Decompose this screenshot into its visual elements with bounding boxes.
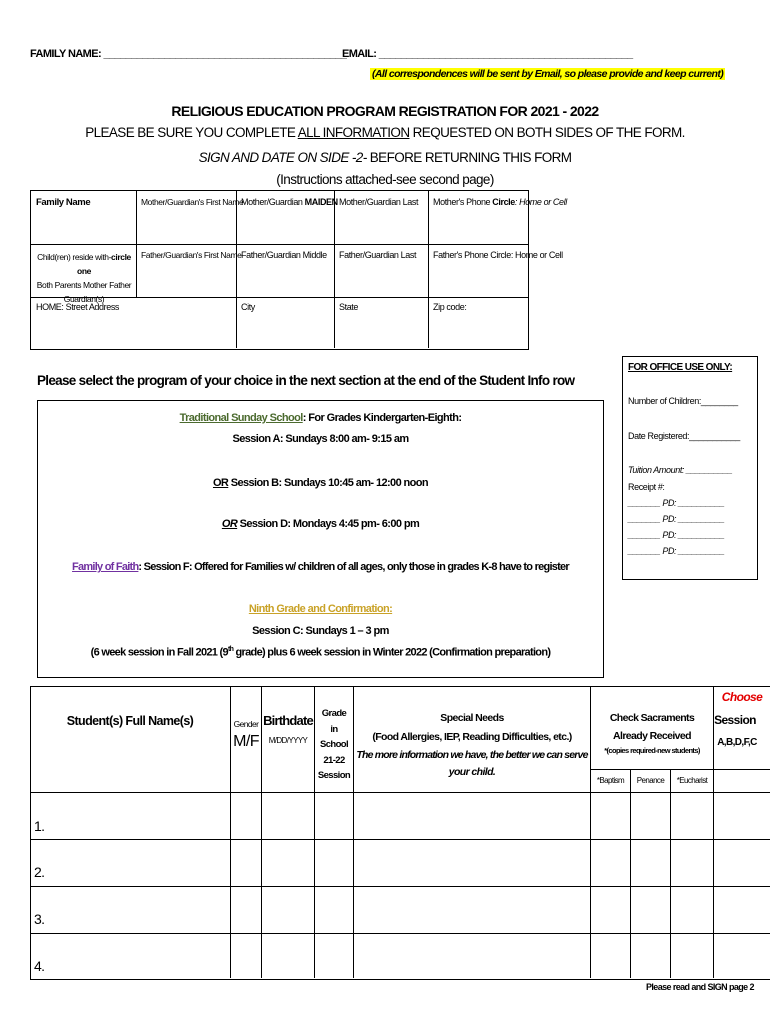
title-instructions: (Instructions attached-see second page) [276, 172, 494, 187]
program-select-heading: Please select the program of your choice in the next section at the end of the Student Info row [37, 373, 575, 388]
grade-header-line: School [319, 739, 349, 750]
office-pd-row[interactable]: _______ PD: __________ [628, 514, 725, 524]
family-table-divider [236, 190, 237, 348]
title-line-3-italic: SIGN AND DATE ON SIDE -2- [198, 150, 367, 165]
session-c-note-post: grade) plus 6 week session in Winter 2022 (Confirmation preparation) [233, 646, 551, 659]
family-table-divider [30, 244, 528, 245]
traditional-heading [37, 412, 604, 424]
birthdate-header: Birthdate [263, 713, 313, 728]
session-c-note-sup: th [227, 646, 234, 653]
session-f-label: : Session F: Offered for Families w/ children of all ages, only those in grades K-8 have to register [138, 561, 569, 573]
office-pd-row[interactable]: _______ PD: __________ [628, 546, 725, 556]
penance-header: Penance [636, 776, 665, 785]
title-line-2 [0, 125, 770, 140]
office-pd-row[interactable]: _______ PD: __________ [628, 498, 725, 508]
title-line-3-post: BEFORE RETURNING THIS FORM [366, 150, 572, 165]
grade-session-header [314, 706, 354, 784]
grade-header-line: in [330, 723, 338, 735]
form-title: RELIGIOUS EDUCATION PROGRAM REGISTRATION FOR 2021 - 2022 [171, 103, 599, 119]
session-c-note-pre: (6 week session in Fall 2021 (9 [90, 646, 228, 659]
family-table-divider [428, 190, 429, 348]
gender-header: Gender [233, 719, 259, 729]
student-table-divider [261, 686, 262, 978]
student-table-divider [590, 769, 770, 770]
student-row-1[interactable]: 1. [34, 818, 45, 834]
children-reside-line-1 [32, 250, 136, 278]
children-reside-options: Both Parents Mother Father [36, 280, 132, 290]
mother-maiden-label: Mother/Guardian [241, 197, 305, 207]
or-label: OR [221, 518, 238, 530]
session-header: Session [714, 713, 756, 727]
student-row-4[interactable]: 4. [34, 958, 45, 974]
student-row-2[interactable]: 2. [34, 864, 45, 880]
city-cell[interactable]: City [241, 302, 255, 312]
email-note: (All correspondences will be sent by Email, so please provide and keep current) [372, 68, 724, 80]
gender-mf-header: M/F [233, 733, 259, 750]
family-name-field[interactable]: FAMILY NAME: ____________________________________________ [30, 48, 347, 60]
children-reside-pre: Child(ren) reside with- [37, 252, 112, 262]
student-table-divider [713, 686, 714, 978]
title-line-2-underlined: ALL INFORMATION [297, 125, 410, 140]
office-date-registered[interactable]: Date Registered:___________ [628, 431, 740, 441]
mother-first-cell[interactable]: Mother/Guardian's First Name [141, 197, 244, 207]
office-tuition[interactable]: Tuition Amount: __________ [628, 465, 733, 475]
session-f-option[interactable] [37, 561, 604, 573]
sacraments-header [591, 709, 713, 757]
student-row-3[interactable]: 3. [34, 911, 45, 927]
grade-header-line: Session [317, 770, 351, 781]
special-needs-subtitle: (Food Allergies, IEP, Reading Difficulties, etc.) [372, 731, 572, 743]
birthdate-format: M/DD/YYYY [268, 736, 308, 745]
special-needs-note: your child. [448, 766, 496, 778]
session-c-option[interactable]: Session C: Sundays 1 – 3 pm [252, 625, 389, 637]
sacraments-title: Already Received [613, 730, 691, 742]
father-middle-cell[interactable]: Father/Guardian Middle [241, 250, 327, 260]
session-options: A,B,D,F,C [717, 737, 757, 748]
children-reside-cell[interactable] [32, 250, 136, 306]
email-field[interactable]: EMAIL: ______________________________________________ [342, 48, 633, 60]
baptism-header: *Baptism [596, 776, 625, 785]
grade-header-line: Grade [321, 708, 347, 719]
special-needs-title: Special Needs [440, 712, 504, 724]
father-phone-cell[interactable]: Father's Phone Circle: Home or Cell [433, 250, 563, 260]
session-a-option[interactable]: Session A: Sundays 8:00 am- 9:15 am [232, 433, 409, 445]
grade-header-line: 21-22 [323, 754, 345, 766]
eucharist-header: *Eucharist [676, 776, 708, 785]
office-use-title: FOR OFFICE USE ONLY: [628, 362, 733, 373]
home-address-cell[interactable]: HOME: Street Address [36, 302, 120, 312]
state-cell[interactable]: State [339, 302, 359, 312]
title-line-2-pre: PLEASE BE SURE YOU COMPLETE [85, 125, 298, 140]
student-table-divider [230, 686, 231, 978]
ninth-grade-heading: Ninth Grade and Confirmation: [248, 603, 393, 615]
session-b-option[interactable] [37, 477, 604, 489]
title-line-2-post: REQUESTED ON BOTH SIDES OF THE FORM. [409, 125, 685, 140]
footer-note: Please read and SIGN page 2 [646, 982, 754, 992]
family-name-cell[interactable]: Family Name [36, 197, 91, 208]
mother-maiden-bold: MAIDEN [304, 197, 338, 207]
family-table-divider [334, 190, 335, 348]
choose-header: Choose [721, 690, 763, 704]
session-b-label: Session B: Sundays 10:45 am- 12:00 noon [228, 477, 429, 489]
office-receipt[interactable]: Receipt #: [628, 482, 665, 492]
session-d-label: Session D: Mondays 4:45 pm- 6:00 pm [237, 518, 420, 530]
zip-cell[interactable]: Zip code: [433, 302, 467, 312]
student-table-divider [630, 769, 631, 978]
student-table-divider [30, 792, 770, 793]
office-number-children[interactable]: Number of Children:________ [628, 396, 738, 406]
session-c-note [37, 646, 604, 659]
traditional-sunday-school-label: Traditional Sunday School [179, 412, 303, 424]
mother-last-cell[interactable]: Mother/Guardian Last [339, 197, 419, 207]
mother-phone-label: Mother's Phone [433, 197, 493, 207]
mother-phone-options: : Home or Cell [514, 197, 567, 207]
father-last-cell[interactable]: Father/Guardian Last [339, 250, 417, 260]
student-table-divider [30, 886, 770, 887]
traditional-grades: : For Grades Kindergarten-Eighth: [302, 412, 462, 424]
sacraments-note: *(copies required-new students) [604, 746, 700, 755]
title-line-3 [0, 150, 770, 165]
office-pd-row[interactable]: _______ PD: __________ [628, 530, 725, 540]
mother-phone-circle: Circle [492, 197, 515, 207]
father-first-cell[interactable]: Father/Guardian's First Name [141, 250, 242, 260]
special-needs-header [354, 709, 590, 781]
or-label: OR [212, 477, 229, 489]
student-name-header: Student(s) Full Name(s) [66, 714, 194, 728]
mother-phone-cell[interactable] [433, 197, 567, 207]
special-needs-note: The more information we have, the better we can serve [356, 749, 588, 761]
session-d-option[interactable] [37, 518, 604, 530]
student-table-divider [670, 769, 671, 978]
mother-maiden-cell[interactable] [241, 197, 338, 207]
student-table-divider [30, 933, 770, 934]
student-table-divider [30, 839, 770, 840]
sacraments-title: Check Sacraments [609, 712, 695, 724]
family-of-faith-label: Family of Faith [72, 561, 139, 573]
children-reside-circle-one: circle one [77, 252, 131, 276]
children-reside-guardians: Guardian(s) [63, 294, 105, 304]
